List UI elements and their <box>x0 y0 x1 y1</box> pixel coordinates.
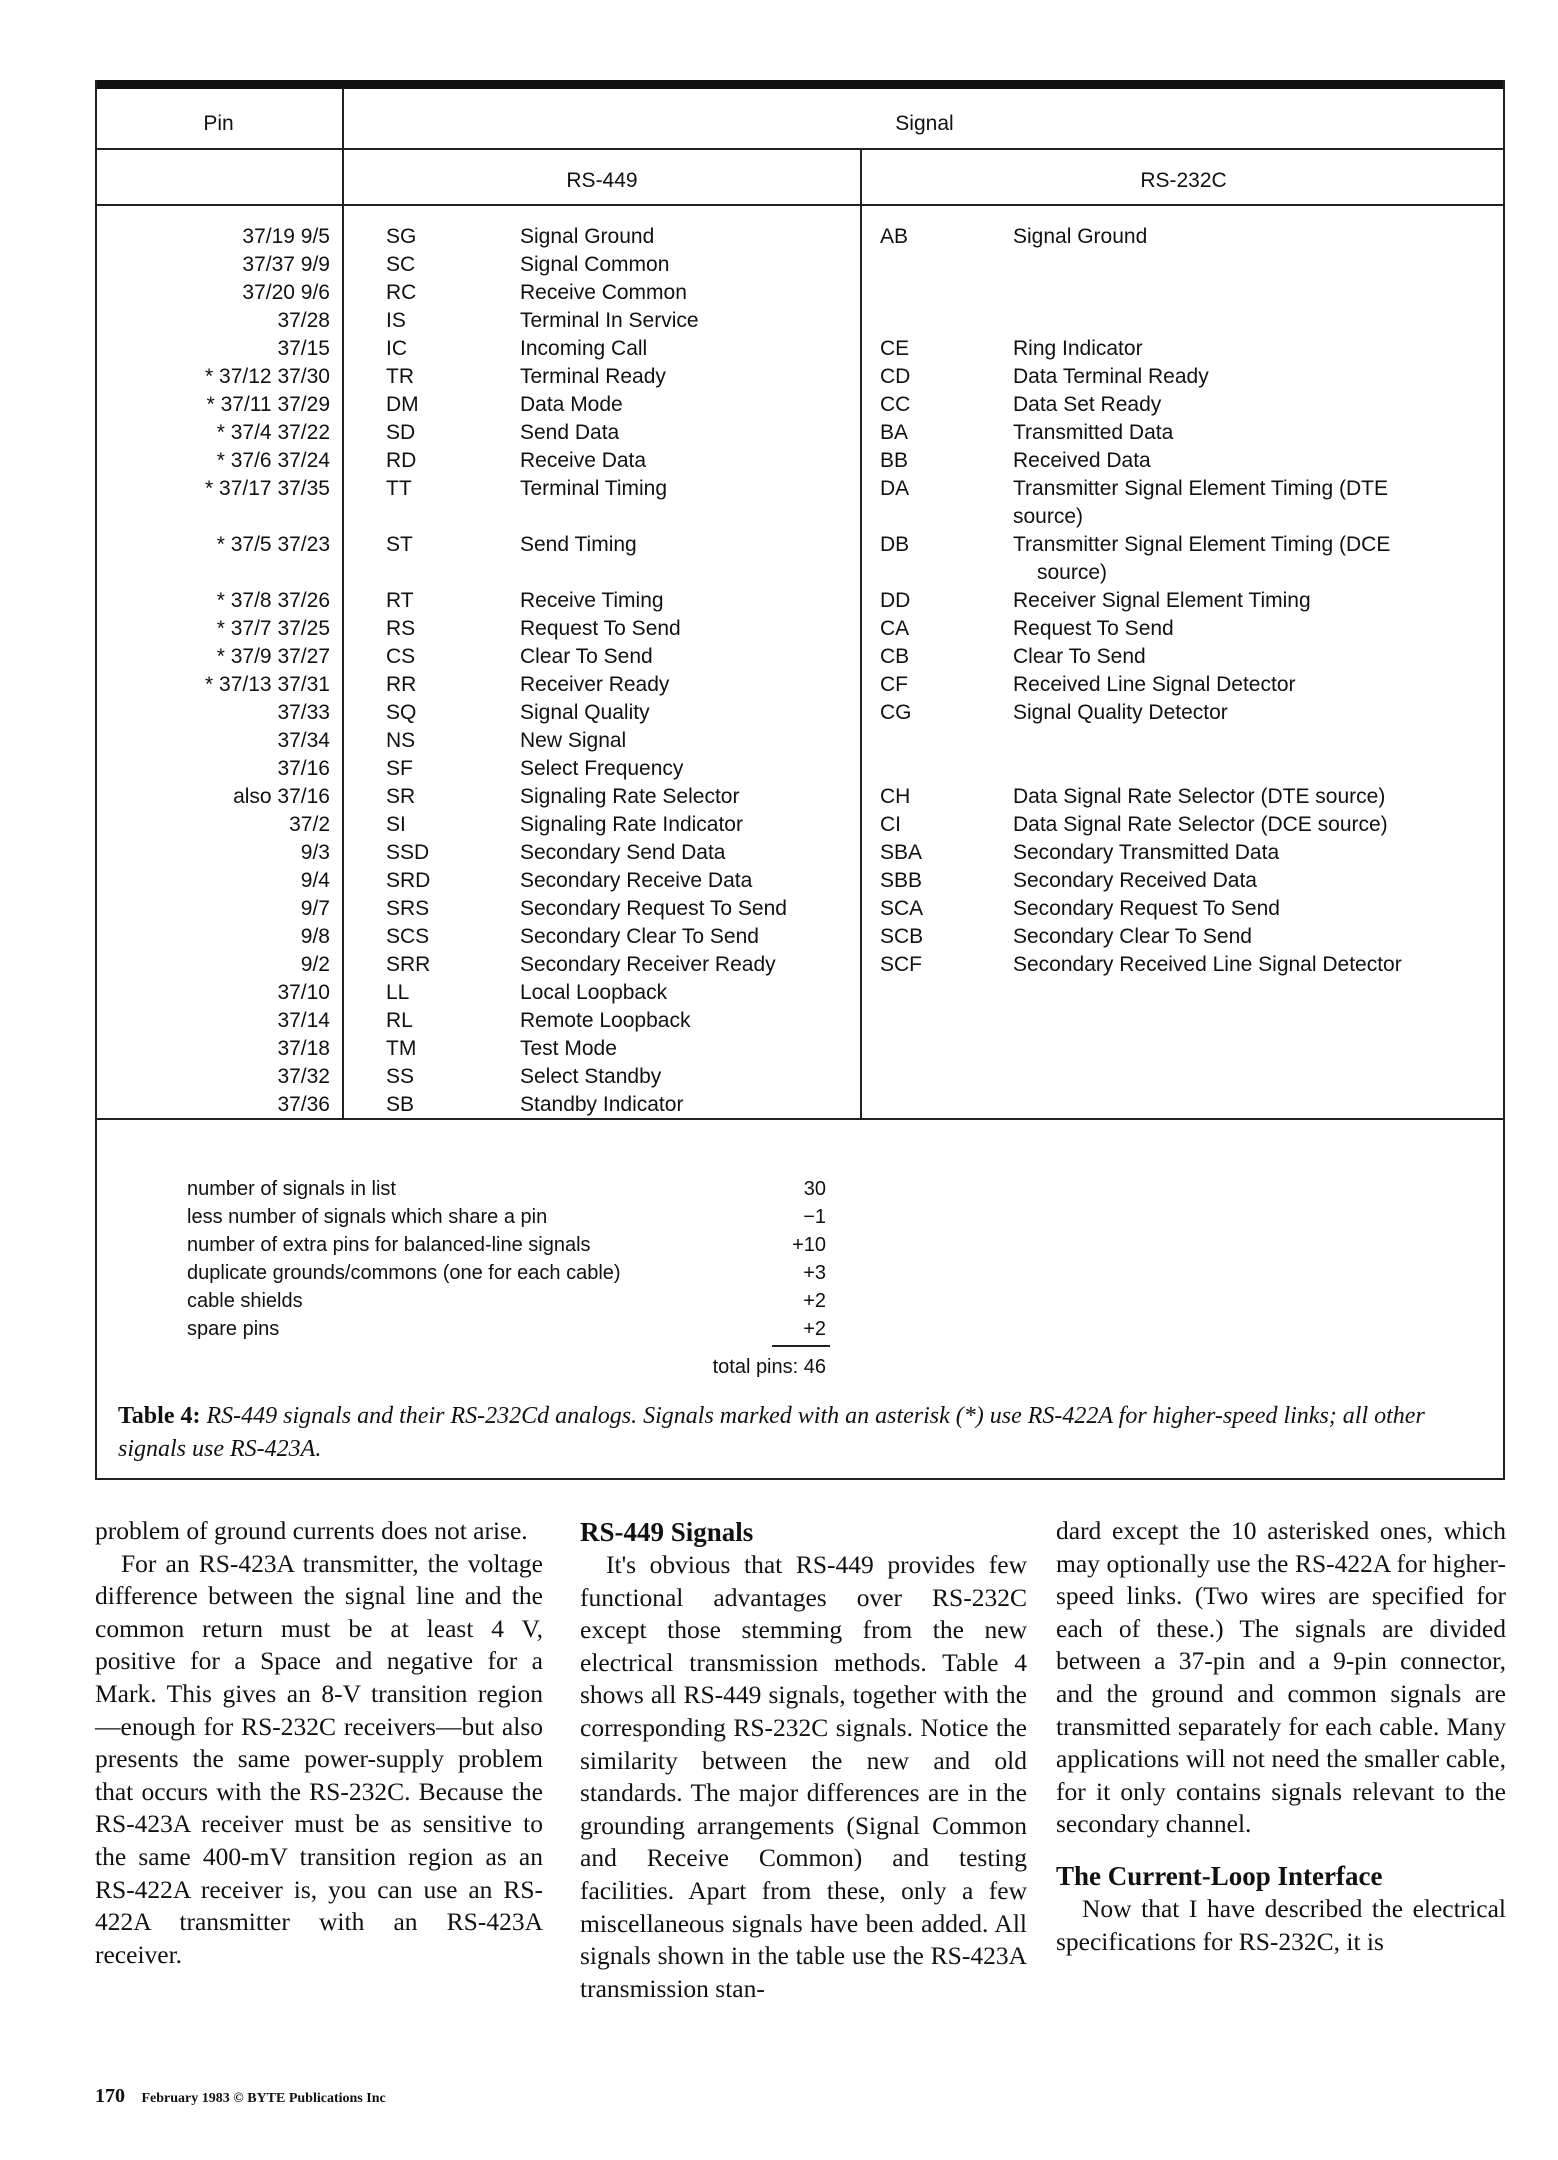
table-row <box>0 1009 1558 1037</box>
rs449-code: LL <box>386 981 410 1004</box>
rs232c-name: Signal Ground <box>1013 225 1148 248</box>
rs232c-code: CF <box>880 673 908 696</box>
rs232c-name: Secondary Received Line Signal Detector <box>1013 953 1402 976</box>
pin-cell: 37/20 9/6 <box>242 281 330 304</box>
rs449-code: SS <box>386 1065 415 1088</box>
summary-value: +3 <box>803 1262 826 1284</box>
pin-cell: 37/15 <box>277 337 330 360</box>
rs449-name: Secondary Request To Send <box>520 897 787 920</box>
rs449-name: Data Mode <box>520 393 623 416</box>
summary-row <box>0 1178 1558 1206</box>
sum-rule <box>772 1345 830 1347</box>
summary-value: +10 <box>792 1234 826 1256</box>
summary-label: number of extra pins for balanced-line signals <box>187 1234 591 1256</box>
rs449-name: Terminal Timing <box>520 477 668 500</box>
table-row <box>0 673 1558 701</box>
table-row <box>0 757 1558 785</box>
rs449-name: Secondary Clear To Send <box>520 925 759 948</box>
pin-cell: 37/36 <box>277 1093 330 1116</box>
rs449-name: Test Mode <box>520 1037 617 1060</box>
rs449-code: SQ <box>386 701 417 724</box>
rs232c-name-continued: source) <box>1037 561 1108 584</box>
table-row-continuation <box>0 561 1558 589</box>
summary-label: duplicate grounds/commons (one for each cable) <box>187 1262 621 1284</box>
table-row <box>0 225 1558 253</box>
table-row <box>0 925 1558 953</box>
pin-cell: * 37/12 37/30 <box>205 365 330 388</box>
rs232c-code: BB <box>880 449 909 472</box>
rs449-code: TR <box>386 365 414 388</box>
pin-cell: 37/37 9/9 <box>242 253 330 276</box>
pin-cell: 37/2 <box>289 813 330 836</box>
rs232c-name: Request To Send <box>1013 617 1174 640</box>
rs232c-code: AB <box>880 225 909 248</box>
table-row <box>0 617 1558 645</box>
rs232c-code: SCB <box>880 925 924 948</box>
summary-value: −1 <box>803 1206 826 1228</box>
summary-row <box>0 1318 1558 1346</box>
rs232c-code: CB <box>880 645 910 668</box>
rs232c-code: SBB <box>880 869 923 892</box>
table-row <box>0 477 1558 505</box>
header-signal: Signal <box>895 112 954 135</box>
rs449-name: Signal Ground <box>520 225 655 248</box>
section-heading: The Current-Loop Interface <box>1056 1860 1383 1891</box>
table-row <box>0 365 1558 393</box>
header-divider-2 <box>95 204 1505 206</box>
article-column-1 <box>95 1515 543 1971</box>
table-row <box>0 645 1558 673</box>
table-row <box>0 449 1558 477</box>
rs232c-name: Transmitter Signal Element Timing (DCE <box>1013 533 1391 556</box>
rs449-name: Local Loopback <box>520 981 668 1004</box>
pin-cell: 9/3 <box>300 841 330 864</box>
rs232c-code: CG <box>880 701 912 724</box>
rs449-code: SRD <box>386 869 431 892</box>
summary-label: less number of signals which share a pin <box>187 1206 548 1228</box>
rs449-code: IC <box>386 337 407 360</box>
rs449-code: SG <box>386 225 417 248</box>
rs449-name: Signal Common <box>520 253 670 276</box>
rs232c-code: CD <box>880 365 911 388</box>
rs232c-code: DB <box>880 533 910 556</box>
rs449-name: Clear To Send <box>520 645 653 668</box>
rs232c-name: Received Line Signal Detector <box>1013 673 1296 696</box>
rs449-code: SI <box>386 813 406 836</box>
table-row <box>0 1093 1558 1121</box>
table-caption <box>118 1400 1490 1466</box>
body-paragraph: For an RS-423A transmitter, the voltage difference between the signal line and the common return must be at least 4 V, positive for a Space and negative for a Mark. This gives an 8-V transition region—enough for RS-232C receivers—but also presents the same power-supply problem that occurs with the RS-232C. Because the RS-423A receiver must be as sensitive to the same 400-mV transition region as an RS-422A receiver is, you can use an RS-422A transmitter with an RS-423A receiver. <box>95 1548 543 1969</box>
rs449-name: Signaling Rate Selector <box>520 785 740 808</box>
rs449-code: TT <box>386 477 412 500</box>
rs449-name: Remote Loopback <box>520 1009 691 1032</box>
caption-text: RS-449 signals and their RS-232Cd analogs. Signals marked with an asterisk (*) use RS-422A for higher-speed links; all other signals use RS-423A. <box>118 1403 1425 1462</box>
body-paragraph: dard except the 10 asterisked ones, which may optionally use the RS-422A for higher-speed links. (Two wires are specified for each of these.) The signals are divided between a 37-pin and a 9-pin connector, and the ground and common signals are transmitted separately for each cable. Many applications will not need the smaller cable, for it only contains signals relevant to the secondary channel. <box>1056 1516 1506 1839</box>
table-row <box>0 309 1558 337</box>
rs449-name: Send Data <box>520 421 620 444</box>
pin-cell: 37/19 9/5 <box>242 225 330 248</box>
table-row <box>0 589 1558 617</box>
summary-label: spare pins <box>187 1318 280 1340</box>
table-row <box>0 1065 1558 1093</box>
header-pin: Pin <box>203 112 234 135</box>
rs449-code: RL <box>386 1009 413 1032</box>
rs232c-name: Data Signal Rate Selector (DTE source) <box>1013 785 1386 808</box>
summary-row <box>0 1262 1558 1290</box>
page-footer <box>95 2085 386 2108</box>
pin-cell: 37/28 <box>277 309 330 332</box>
pin-cell: * 37/11 37/29 <box>206 393 330 416</box>
rs449-name: Select Frequency <box>520 757 684 780</box>
rs232c-name: Secondary Transmitted Data <box>1013 841 1280 864</box>
pin-cell: * 37/5 37/23 <box>216 533 330 556</box>
table-row <box>0 701 1558 729</box>
pin-cell: 37/16 <box>277 757 330 780</box>
rs449-name: Send Timing <box>520 533 637 556</box>
rs449-code: RR <box>386 673 417 696</box>
rs232c-name: Transmitter Signal Element Timing (DTE <box>1013 477 1388 500</box>
pin-cell: 37/34 <box>277 729 330 752</box>
rs449-code: RC <box>386 281 417 304</box>
rs232c-name: Secondary Clear To Send <box>1013 925 1252 948</box>
table-row <box>0 953 1558 981</box>
table-row <box>0 421 1558 449</box>
rs449-name: Select Standby <box>520 1065 662 1088</box>
pin-cell: * 37/17 37/35 <box>205 477 330 500</box>
table-row <box>0 869 1558 897</box>
pin-cell: 9/4 <box>300 869 330 892</box>
rs449-name: Standby Indicator <box>520 1093 684 1116</box>
rs232c-name: Data Set Ready <box>1013 393 1162 416</box>
rs449-code: CS <box>386 645 416 668</box>
table-row <box>0 533 1558 561</box>
rs232c-name: Secondary Request To Send <box>1013 897 1280 920</box>
rs449-code: RS <box>386 617 416 640</box>
table-row <box>0 981 1558 1009</box>
rs449-code: IS <box>386 309 406 332</box>
pin-cell: * 37/8 37/26 <box>216 589 330 612</box>
rs232c-code: CI <box>880 813 901 836</box>
table-row <box>0 841 1558 869</box>
rs449-name: Receiver Ready <box>520 673 670 696</box>
pin-cell: 9/7 <box>300 897 330 920</box>
rs232c-code: CA <box>880 617 910 640</box>
rs449-code: SRS <box>386 897 430 920</box>
rs232c-name: Received Data <box>1013 449 1151 472</box>
summary-value: +2 <box>803 1318 826 1340</box>
rs232c-code: CC <box>880 393 911 416</box>
rs449-code: SF <box>386 757 413 780</box>
rs449-name: Secondary Receive Data <box>520 869 753 892</box>
table-row-continuation <box>0 505 1558 533</box>
rs449-code: SRR <box>386 953 431 976</box>
total-pins: total pins: 46 <box>712 1356 826 1378</box>
table-row <box>0 897 1558 925</box>
body-paragraph: Now that I have described the electrical specifications for RS-232C, it is <box>1056 1893 1506 1956</box>
rs449-name: Receive Timing <box>520 589 664 612</box>
rs232c-code: SCA <box>880 897 924 920</box>
summary-value: 30 <box>803 1178 826 1200</box>
rs449-name: Terminal Ready <box>520 365 666 388</box>
pin-cell: * 37/13 37/31 <box>205 673 330 696</box>
rs449-code: SR <box>386 785 416 808</box>
header-divider-1 <box>95 148 1505 150</box>
rs232c-code: DA <box>880 477 910 500</box>
rs232c-name: Data Signal Rate Selector (DCE source) <box>1013 813 1388 836</box>
rs449-name: Request To Send <box>520 617 681 640</box>
rs449-name: Secondary Receiver Ready <box>520 953 776 976</box>
rs449-code: SC <box>386 253 416 276</box>
rs232c-code: CE <box>880 337 910 360</box>
pin-cell: * 37/4 37/22 <box>216 421 330 444</box>
rs449-name: Receive Data <box>520 449 647 472</box>
rs449-code: SSD <box>386 841 430 864</box>
pin-cell: 37/33 <box>277 701 330 724</box>
header-rs232c: RS-232C <box>1140 169 1227 192</box>
rs449-name: Secondary Send Data <box>520 841 726 864</box>
rs449-name: Receive Common <box>520 281 687 304</box>
rs232c-name: Receiver Signal Element Timing <box>1013 589 1311 612</box>
summary-label: cable shields <box>187 1290 303 1312</box>
rs449-code: NS <box>386 729 416 752</box>
summary-row <box>0 1290 1558 1318</box>
summary-row <box>0 1206 1558 1234</box>
rs232c-name: Data Terminal Ready <box>1013 365 1209 388</box>
table-row <box>0 813 1558 841</box>
pin-cell: 9/8 <box>300 925 330 948</box>
article-column-3 <box>1056 1515 1506 1958</box>
rs449-name: New Signal <box>520 729 627 752</box>
article-column-2 <box>580 1515 1027 2005</box>
rs232c-name: Clear To Send <box>1013 645 1146 668</box>
pin-cell: * 37/9 37/27 <box>216 645 330 668</box>
rs449-code: SB <box>386 1093 415 1116</box>
header-rs449: RS-449 <box>566 169 638 192</box>
rs232c-code: CH <box>880 785 911 808</box>
summary-row <box>0 1234 1558 1262</box>
table-row <box>0 281 1558 309</box>
rs449-name: Incoming Call <box>520 337 648 360</box>
rs232c-code: SCF <box>880 953 922 976</box>
caption-label: Table 4: <box>118 1403 201 1429</box>
pin-cell: 37/14 <box>277 1009 330 1032</box>
rs449-code: SD <box>386 421 416 444</box>
rs232c-name: Secondary Received Data <box>1013 869 1257 892</box>
rs449-code: TM <box>386 1037 417 1060</box>
rs449-name: Signaling Rate Indicator <box>520 813 743 836</box>
pin-cell: also 37/16 <box>233 785 330 808</box>
table-row <box>0 393 1558 421</box>
table-row <box>0 729 1558 757</box>
summary-value: +2 <box>803 1290 826 1312</box>
rs449-name: Signal Quality <box>520 701 650 724</box>
rs449-name: Terminal In Service <box>520 309 699 332</box>
rs232c-name: Ring Indicator <box>1013 337 1143 360</box>
body-paragraph: It's obvious that RS-449 provides few functional advantages over RS-232C except those stemming from the new electrical transmission methods. Table 4 shows all RS-449 signals, together with the corresponding RS-232C signals. Notice the similarity between the new and old standards. The major differences are in the grounding arrangements (Signal Common and Receive Common) and testing facilities. Apart from these, only a few miscellaneous signals have been added. All signals shown in the table use the RS-423A transmission stan- <box>580 1550 1027 2003</box>
pin-cell: 37/18 <box>277 1037 330 1060</box>
pin-cell: * 37/7 37/25 <box>216 617 330 640</box>
pin-cell: 37/10 <box>277 981 330 1004</box>
rs449-code: SCS <box>386 925 430 948</box>
rs449-code: ST <box>386 533 413 556</box>
pin-cell: 9/2 <box>300 953 330 976</box>
pin-cell: * 37/6 37/24 <box>216 449 330 472</box>
table-row <box>0 337 1558 365</box>
table-row <box>0 785 1558 813</box>
rs232c-name: Signal Quality Detector <box>1013 701 1228 724</box>
rs449-code: RD <box>386 449 417 472</box>
rs232c-name-continued: source) <box>1013 505 1084 528</box>
body-paragraph: problem of ground currents does not arise. <box>95 1516 528 1545</box>
pin-cell: 37/32 <box>277 1065 330 1088</box>
rs232c-code: BA <box>880 421 909 444</box>
rs232c-code: DD <box>880 589 911 612</box>
rs232c-code: SBA <box>880 841 923 864</box>
footer-text: February 1983 © BYTE Publications Inc <box>141 2091 386 2106</box>
rs232c-name: Transmitted Data <box>1013 421 1174 444</box>
rs449-code: DM <box>386 393 419 416</box>
section-heading: RS-449 Signals <box>580 1517 754 1547</box>
table-row <box>0 1037 1558 1065</box>
table-row <box>0 253 1558 281</box>
summary-label: number of signals in list <box>187 1178 396 1200</box>
rs449-code: RT <box>386 589 414 612</box>
page-number: 170 <box>95 2085 125 2107</box>
